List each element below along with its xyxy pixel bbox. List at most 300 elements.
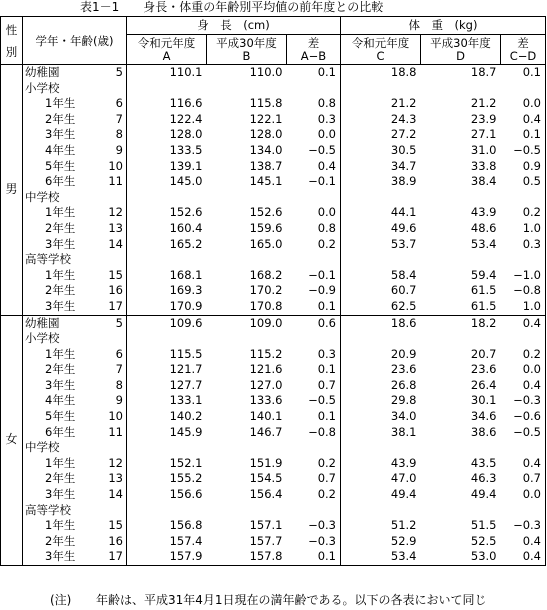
sex-header-bottom: 別 (5, 44, 18, 59)
table-row (1, 425, 546, 441)
height-previous-cell: 115.2 (249, 346, 283, 361)
row-label-cell (23, 331, 127, 347)
weight-diff-cell (501, 190, 546, 206)
row-label-cell (23, 409, 127, 425)
group-row (1, 190, 546, 206)
group-row (1, 440, 546, 456)
weight-diff-cell: −0.8 (501, 283, 546, 299)
sex-label: 女 (5, 432, 18, 447)
sex-label: 男 (5, 181, 18, 196)
table-row (1, 65, 546, 81)
table-row (1, 393, 546, 409)
height-diff-cell: −0.9 (287, 283, 341, 299)
age-label: 8 (115, 377, 123, 392)
row-label-cell (23, 268, 127, 284)
row-label-cell (23, 127, 127, 143)
height-current-cell: 152.6 (169, 205, 203, 220)
height-diff-cell: −0.1 (287, 268, 341, 284)
height-current-cell: 156.6 (169, 487, 203, 502)
weight-previous-cell: 46.3 (470, 471, 497, 486)
col-header-d (421, 35, 501, 65)
height-diff-cell: 0.6 (287, 315, 341, 331)
height-diff-cell: 0.1 (287, 362, 341, 378)
age-label: 16 (108, 283, 123, 298)
weight-current-cell (341, 440, 421, 456)
row-label-cell (23, 299, 127, 315)
height-diff-cell: 0.3 (287, 347, 341, 363)
height-previous-cell: 122.1 (249, 111, 283, 126)
grade-label: 幼稚園 (25, 315, 60, 330)
age-label: 7 (115, 362, 123, 377)
weight-current-cell: 53.4 (341, 549, 421, 565)
weight-diff-cell: 0.4 (501, 112, 546, 128)
row-label-cell (23, 471, 127, 487)
table-row (1, 456, 546, 472)
weight-previous-cell: 61.5 (421, 299, 501, 315)
weight-previous-cell: 26.4 (470, 377, 497, 392)
age-label: 8 (115, 127, 123, 142)
height-current-cell (127, 81, 207, 97)
col-header-cd-bottom: C−D (509, 48, 537, 63)
height-previous-cell: 145.1 (249, 174, 283, 189)
height-diff-cell (287, 503, 341, 519)
height-diff-cell: 0.7 (287, 471, 341, 487)
height-diff-cell: 0.0 (287, 127, 341, 143)
weight-previous-cell: 18.2 (421, 315, 501, 331)
weight-current-cell: 38.1 (390, 424, 417, 439)
age-label: 14 (108, 236, 123, 251)
weight-previous-cell: 59.4 (470, 267, 497, 282)
grade-label: 5年生 (45, 158, 76, 173)
footnote (0, 592, 547, 609)
grade-label: 6年生 (45, 174, 76, 189)
height-current-cell: 116.6 (169, 96, 203, 111)
weight-previous-cell (421, 503, 501, 519)
weight-current-cell (341, 81, 421, 97)
weight-previous-cell: 49.4 (470, 487, 497, 502)
grade-label: 2年生 (45, 220, 76, 235)
age-label: 9 (115, 142, 123, 157)
weight-previous-cell: 34.6 (470, 409, 497, 424)
weight-current-cell: 21.2 (390, 96, 417, 111)
weight-current-cell: 26.8 (390, 377, 417, 392)
row-label-cell (23, 549, 127, 565)
height-diff-cell: 0.2 (287, 456, 341, 472)
weight-previous-cell (421, 440, 501, 456)
height-current-cell: 133.5 (169, 142, 203, 157)
school-level-label: 高等学校 (25, 502, 71, 517)
height-current-cell: 168.1 (169, 267, 203, 282)
col-header-a-top: 令和元年度 (137, 35, 196, 50)
weight-current-cell: 51.2 (390, 518, 417, 533)
age-label: 6 (115, 96, 123, 111)
height-previous-cell: 133.6 (249, 393, 283, 408)
table-row (1, 362, 546, 378)
grade-label: 幼稚園 (25, 65, 60, 79)
col-header-cd-top: 差 (517, 35, 529, 50)
height-previous-cell: 121.6 (249, 362, 283, 377)
weight-previous-cell: 38.6 (470, 424, 497, 439)
height-previous-cell: 157.8 (207, 549, 287, 565)
row-label-cell (23, 143, 127, 159)
height-previous-cell: 152.6 (249, 205, 283, 220)
weight-current-cell: 34.0 (390, 409, 417, 424)
age-label: 13 (108, 220, 123, 235)
table-title (0, 0, 547, 15)
col-header-a (127, 35, 207, 65)
height-diff-cell: −0.3 (287, 518, 341, 534)
height-current-cell: 145.9 (169, 424, 203, 439)
weight-current-cell: 43.9 (390, 455, 417, 470)
table-row (1, 534, 546, 550)
table-row (1, 205, 546, 221)
height-previous-cell: 157.1 (249, 518, 283, 533)
height-previous-cell: 170.8 (207, 299, 287, 315)
height-current-cell (127, 252, 207, 268)
age-label: 17 (108, 298, 123, 313)
table-row (1, 159, 546, 175)
height-previous-cell (207, 81, 287, 97)
height-current-cell: 157.9 (127, 549, 207, 565)
col-header-d-bottom: D (456, 48, 465, 63)
height-current-cell: 127.7 (169, 377, 203, 392)
height-current-cell: 160.4 (169, 220, 203, 235)
weight-diff-cell: 0.4 (501, 315, 546, 331)
height-current-cell: 156.8 (169, 518, 203, 533)
weight-diff-cell: 0.2 (501, 347, 546, 363)
height-previous-cell (207, 503, 287, 519)
weight-previous-cell: 30.1 (470, 393, 497, 408)
height-current-cell: 121.7 (169, 362, 203, 377)
height-previous-cell (207, 440, 287, 456)
weight-current-cell: 62.5 (341, 299, 421, 315)
col-header-a-bottom: A (162, 48, 171, 63)
weight-diff-cell: 0.0 (501, 96, 546, 112)
weight-current-cell: 49.6 (390, 220, 417, 235)
weight-current-cell: 20.9 (390, 346, 417, 361)
weight-diff-cell: 0.5 (501, 174, 546, 190)
height-current-cell: 169.3 (169, 283, 203, 298)
weight-diff-cell: −0.5 (501, 143, 546, 159)
weight-current-cell: 60.7 (390, 283, 417, 298)
table-row (1, 347, 546, 363)
weight-diff-cell: 0.0 (501, 487, 546, 503)
height-previous-cell: 110.0 (207, 65, 287, 81)
weight-current-cell: 30.5 (390, 142, 417, 157)
height-previous-cell: 127.0 (249, 377, 283, 392)
table-row (1, 549, 546, 565)
height-current-cell: 165.2 (169, 236, 203, 251)
weight-previous-cell (421, 81, 501, 97)
weight-previous-cell: 51.5 (470, 518, 497, 533)
height-current-cell (127, 440, 207, 456)
weight-diff-cell: 0.9 (501, 159, 546, 175)
col-header-b-bottom: B (242, 48, 251, 63)
height-diff-cell (287, 190, 341, 206)
age-label: 14 (108, 487, 123, 502)
grade-label: 6年生 (45, 424, 76, 439)
weight-current-cell: 58.4 (390, 267, 417, 282)
group-row (1, 81, 546, 97)
age-label: 10 (108, 409, 123, 424)
row-label-cell (23, 425, 127, 441)
height-diff-cell (287, 440, 341, 456)
grade-label: 1年生 (45, 518, 76, 533)
height-current-cell: 122.4 (169, 111, 203, 126)
grade-label: 2年生 (45, 533, 76, 548)
row-label-cell (23, 378, 127, 394)
row-label-cell (23, 159, 127, 175)
group-row (1, 252, 546, 268)
grade-label: 1年生 (45, 346, 76, 361)
height-current-cell: 133.1 (169, 393, 203, 408)
weight-previous-cell: 31.0 (470, 142, 497, 157)
height-previous-cell: 154.5 (249, 471, 283, 486)
weight-current-cell (341, 190, 421, 206)
height-current-cell (127, 503, 207, 519)
grade-label: 2年生 (45, 111, 76, 126)
grade-label: 2年生 (45, 362, 76, 377)
weight-current-cell: 53.7 (390, 236, 417, 251)
height-group-header (127, 17, 341, 35)
weight-diff-cell (501, 440, 546, 456)
table-row (1, 143, 546, 159)
height-current-cell: 115.5 (169, 346, 203, 361)
row-label-cell (23, 315, 127, 331)
weight-current-cell: 47.0 (390, 471, 417, 486)
height-diff-cell: 0.8 (287, 221, 341, 237)
school-level-label: 中学校 (25, 189, 60, 204)
grade-label: 1年生 (45, 267, 76, 282)
weight-diff-cell (501, 503, 546, 519)
weight-diff-cell (501, 252, 546, 268)
height-previous-cell: 168.2 (249, 267, 283, 282)
col-header-cd (501, 35, 546, 65)
height-previous-cell: 156.4 (249, 487, 283, 502)
height-current-cell: 170.9 (127, 299, 207, 315)
row-label-cell (23, 440, 127, 456)
weight-previous-cell: 23.6 (470, 362, 497, 377)
height-current-cell: 110.1 (127, 65, 207, 81)
height-current-cell: 128.0 (169, 127, 203, 142)
weight-current-cell: 34.7 (390, 158, 417, 173)
table-body (1, 65, 546, 566)
table-row (1, 96, 546, 112)
row-label-cell (23, 221, 127, 237)
row-label-cell (23, 237, 127, 253)
height-diff-cell: 0.2 (287, 487, 341, 503)
weight-previous-cell: 21.2 (470, 96, 497, 111)
weight-previous-cell: 53.4 (470, 236, 497, 251)
row-label-cell (23, 393, 127, 409)
weight-group-label: 体 重 (kg) (408, 18, 478, 32)
sex-header-top: 性 (5, 22, 18, 37)
weight-diff-cell: 0.3 (501, 237, 546, 253)
row-label-cell (23, 456, 127, 472)
grade-label: 5年生 (45, 409, 76, 424)
row-label-cell (23, 347, 127, 363)
table-title-text: 表1－1 身長・体重の年齢別平均値の前年度との比較 (80, 0, 384, 14)
col-header-c-top: 令和元年度 (351, 35, 410, 50)
height-diff-cell: 0.8 (287, 96, 341, 112)
height-diff-cell: −0.1 (287, 174, 341, 190)
age-label: 5 (115, 315, 123, 330)
height-previous-cell: 146.7 (249, 424, 283, 439)
age-label: 9 (115, 393, 123, 408)
height-diff-cell: 0.1 (287, 409, 341, 425)
age-label: 13 (108, 471, 123, 486)
table-row (1, 487, 546, 503)
col-header-c-bottom: C (376, 48, 385, 63)
height-previous-cell: 151.9 (249, 455, 283, 470)
weight-previous-cell: 61.5 (470, 283, 497, 298)
weight-previous-cell (421, 331, 501, 347)
height-diff-cell: 0.1 (287, 65, 341, 81)
grade-label: 1年生 (45, 96, 76, 111)
row-label-cell (23, 283, 127, 299)
height-previous-cell (207, 331, 287, 347)
row-label-cell (23, 518, 127, 534)
weight-previous-cell: 20.7 (470, 346, 497, 361)
height-diff-cell: 0.2 (287, 237, 341, 253)
table-row (1, 268, 546, 284)
row-label-cell (23, 65, 127, 81)
table-row (1, 378, 546, 394)
height-previous-cell: 157.7 (249, 533, 283, 548)
col-header-ab (287, 35, 341, 65)
weight-current-cell: 38.9 (390, 174, 417, 189)
weight-previous-cell: 23.9 (470, 111, 497, 126)
height-diff-cell (287, 81, 341, 97)
weight-diff-cell: 0.4 (501, 534, 546, 550)
height-previous-cell: 140.1 (249, 409, 283, 424)
sex-cell (1, 65, 23, 316)
weight-diff-cell: 0.1 (501, 65, 546, 81)
height-diff-cell: 0.3 (287, 112, 341, 128)
weight-diff-cell: −0.5 (501, 425, 546, 441)
weight-diff-cell: 0.2 (501, 205, 546, 221)
footnote-prefix: (注) (50, 593, 72, 607)
weight-current-cell: 52.9 (390, 533, 417, 548)
table-row (1, 409, 546, 425)
table-row (1, 283, 546, 299)
grade-label: 3年生 (45, 377, 76, 392)
grade-label: 4年生 (45, 393, 76, 408)
col-header-c (341, 35, 421, 65)
weight-diff-cell: 0.4 (501, 378, 546, 394)
height-current-cell: 145.0 (169, 174, 203, 189)
weight-diff-cell: 0.7 (501, 471, 546, 487)
weight-previous-cell: 38.4 (470, 174, 497, 189)
height-previous-cell (207, 252, 287, 268)
table-row (1, 127, 546, 143)
height-current-cell: 109.6 (127, 315, 207, 331)
height-diff-cell: −0.5 (287, 143, 341, 159)
weight-current-cell: 49.4 (390, 487, 417, 502)
weight-current-cell: 18.6 (341, 315, 421, 331)
weight-previous-cell (421, 252, 501, 268)
height-diff-cell: −0.3 (287, 534, 341, 550)
weight-current-cell: 24.3 (390, 111, 417, 126)
height-diff-cell: 0.7 (287, 378, 341, 394)
weight-diff-cell: 0.4 (501, 549, 546, 565)
row-label-cell (23, 503, 127, 519)
weight-previous-cell: 18.7 (421, 65, 501, 81)
height-current-cell: 155.2 (169, 471, 203, 486)
weight-current-cell: 23.6 (390, 362, 417, 377)
col-header-b-top: 平成30年度 (216, 35, 277, 50)
group-row (1, 331, 546, 347)
weight-diff-cell: 0.1 (501, 127, 546, 143)
age-label: 17 (108, 549, 123, 564)
age-label: 16 (108, 533, 123, 548)
weight-current-cell (341, 252, 421, 268)
grade-label: 1年生 (45, 205, 76, 220)
height-diff-cell (287, 331, 341, 347)
grade-label: 3年生 (45, 236, 76, 251)
weight-current-cell: 29.8 (390, 393, 417, 408)
weight-previous-cell: 52.5 (470, 533, 497, 548)
weight-diff-cell: −1.0 (501, 268, 546, 284)
weight-diff-cell: −0.6 (501, 409, 546, 425)
school-level-label: 小学校 (25, 331, 60, 346)
col-header-ab-bottom: A−B (300, 48, 327, 63)
weight-current-cell (341, 503, 421, 519)
height-current-cell (127, 190, 207, 206)
height-previous-cell: 128.0 (249, 127, 283, 142)
age-label: 12 (108, 205, 123, 220)
col-header-b (207, 35, 287, 65)
row-label-cell (23, 487, 127, 503)
height-previous-cell: 159.6 (249, 220, 283, 235)
grade-label: 4年生 (45, 142, 76, 157)
sex-cell (1, 315, 23, 566)
footnote-text: 年齢は、平成31年4月1日現在の満年齢である。以下の各表において同じ (96, 593, 487, 607)
table-row (1, 221, 546, 237)
sex-header (1, 17, 23, 65)
height-previous-cell: 109.0 (207, 315, 287, 331)
height-previous-cell (207, 190, 287, 206)
grade-label: 3年生 (45, 127, 76, 142)
height-group-label: 身 長 (cm) (197, 18, 270, 32)
table-row (1, 471, 546, 487)
row-label-cell (23, 362, 127, 378)
weight-previous-cell: 53.0 (421, 549, 501, 565)
age-label: 15 (108, 518, 123, 533)
row-label-cell (23, 252, 127, 268)
weight-previous-cell (421, 190, 501, 206)
weight-previous-cell: 48.6 (470, 220, 497, 235)
height-current-cell: 152.1 (169, 455, 203, 470)
age-header-label: 学年・年齢(歳) (35, 33, 114, 48)
grade-label: 3年生 (45, 487, 76, 502)
row-label-cell (23, 190, 127, 206)
row-label-cell (23, 534, 127, 550)
school-level-label: 中学校 (25, 440, 60, 455)
age-label: 5 (115, 65, 123, 79)
height-diff-cell (287, 252, 341, 268)
age-label: 7 (115, 111, 123, 126)
age-header (23, 17, 127, 65)
weight-previous-cell: 43.5 (470, 455, 497, 470)
height-current-cell (127, 331, 207, 347)
table-row (1, 174, 546, 190)
age-label: 11 (108, 424, 123, 439)
height-current-cell: 140.2 (169, 409, 203, 424)
weight-current-cell: 44.1 (390, 205, 417, 220)
weight-current-cell (341, 331, 421, 347)
weight-previous-cell: 27.1 (470, 127, 497, 142)
